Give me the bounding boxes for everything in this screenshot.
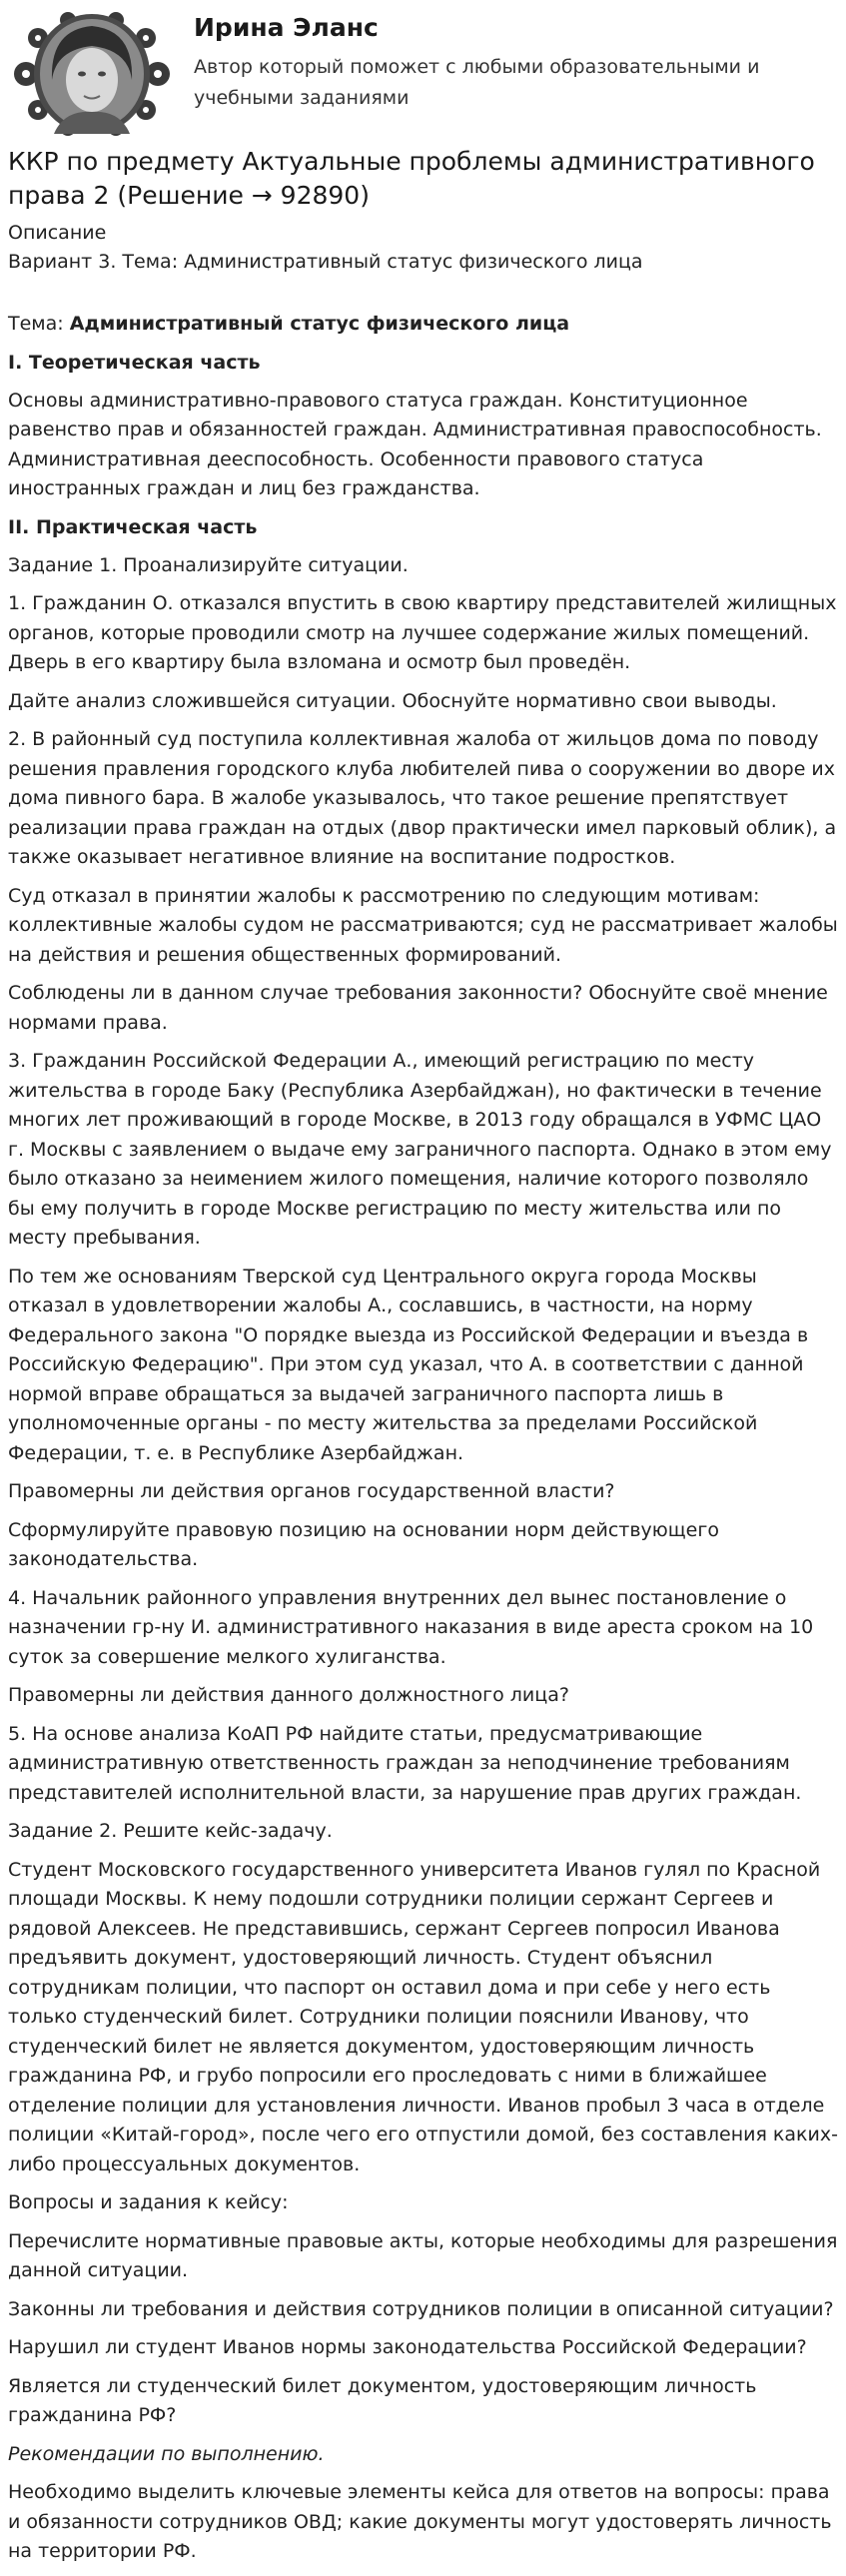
topic-line (8, 310, 838, 340)
work-content (8, 310, 838, 2567)
author-card (8, 0, 838, 140)
topic-prefix: Тема: (8, 313, 70, 335)
section-theory-text: Основы административно-правового статуса граждан. Конституционное равенство прав и обязанностей граждан. Административная правоспособность. Административная дееспособность. Особенности правового статуса иностранных граждан и лиц без гражданства. (8, 389, 822, 499)
paragraph: Нарушил ли студент Иванов нормы законодательства Российской Федерации? (8, 2336, 807, 2358)
section-practice-heading: II. Практическая часть (8, 515, 258, 538)
paragraph: Соблюдены ли в данном случае требования законности? Обоснуйте своё мнение нормами права. (8, 982, 828, 1034)
recommendations-label (8, 2440, 838, 2470)
paragraph: Правомерны ли действия органов государственной власти? (8, 1480, 615, 1502)
task1-title: Задание 1. Проанализируйте ситуации. (8, 553, 409, 576)
paragraph: По тем же основаниям Тверской суд Центрального округа города Москвы отказал в удовлетворении жалобы А., сославшись, в частности, на норму Федерального закона "О порядке выезда из Российской Федерации и въезда в Российскую Федерацию". При этом суд указал, что А. в соответствии с данной нормой вправе обращаться за выдачей заграничного паспорта лишь в уполномоченные органы - по месту жительства за пределами Российской Федерации, т. е. в Республике Азербайджан. (8, 1265, 809, 1464)
author-avatar[interactable] (8, 10, 178, 140)
description-label: Описание (8, 222, 107, 244)
variant-line: Вариант 3. Тема: Административный статус физического лица (8, 251, 643, 273)
paragraph: Вопросы и задания к кейсу: (8, 2191, 289, 2213)
avatar-image (8, 10, 176, 138)
paragraph: 1. Гражданин О. отказался впустить в свою квартиру представителей жилищных органов, которые проводили смотр на лучшее содержание жилых помещений. Дверь в его квартиру была взломана и осмотр был проведён. (8, 592, 837, 673)
task2-title: Задание 2. Решите кейс-задачу. (8, 1820, 333, 1842)
paragraph: Дайте анализ сложившейся ситуации. Обоснуйте нормативно свои выводы. (8, 689, 777, 712)
paragraph: 5. На основе анализа КоАП РФ найдите статьи, предусматривающие административную ответственность граждан за неподчинение требованиям представителей исполнительной власти, за нарушение прав других граждан. (8, 1722, 802, 1804)
paragraph: 2. В районный суд поступила коллективная жалоба от жильцов дома по поводу решения правления городского клуба любителей пива о сооружении во дворе их дома пивного бара. В жалобе указывалось, что такое решение препятствует реализации права граждан на отдых (двор практически имел парковый облик), а также оказывает негативное влияние на воспитание подростков. (8, 728, 837, 868)
paragraph: Является ли студенческий билет документом, удостоверяющим личность гражданина РФ? (8, 2374, 757, 2426)
paragraph: Необходимо выделить ключевые элементы кейса для ответов на вопросы: права и обязанности сотрудников ОВД; какие документы могут удостоверять личность на территории РФ. (8, 2481, 832, 2562)
paragraph: 4. Начальник районного управления внутренних дел вынес постановление о назначении гр-ну И. административного наказания в виде ареста сроком на 10 суток за совершение мелкого хулиганства. (8, 1586, 814, 1668)
section-theory-heading: I. Теоретическая часть (8, 351, 261, 374)
author-name[interactable]: Ирина Эланс (194, 13, 379, 42)
paragraph: Студент Московского государственного университета Иванов гулял по Красной площади Москвы. К нему подошли сотрудники полиции сержант Сергеев и рядовой Алексеев. Не представившись, сержант Сергеев попросил Иванова предъявить документ, удостоверяющий личность. Студент объяснил сотрудникам полиции, что паспорт он оставил дома и при себе у него есть только студенческий билет. Сотрудники полиции пояснили Иванову, что студенческий билет не является документом, удостоверяющим личность гражданина РФ, и грубо попросили его проследовать с ними в ближайшее отделение полиции для установления личности. Иванов пробыл 3 часа в отделе полиции «Китай-город», после чего его отпустили домой, без составления каких-либо процессуальных документов. (8, 1858, 838, 2175)
topic-text: Административный статус физического лица (69, 313, 570, 335)
author-description: Автор который поможет с любыми образовательными и учебными заданиями (194, 56, 760, 109)
work-title: ККР по предмету Актуальные проблемы административного права 2 (Решение → 92890) (8, 147, 815, 210)
paragraph: Правомерны ли действия данного должностного лица? (8, 1684, 569, 1706)
author-info (178, 10, 817, 114)
paragraph: Законны ли требования и действия сотрудников полиции в описанной ситуации? (8, 2297, 834, 2320)
paragraph: Суд отказал в принятии жалобы к рассмотрению по следующим мотивам: коллективные жалобы судом не рассматриваются; суд не рассматривает жалобы на действия и решения общественных формирований. (8, 884, 838, 966)
paragraph: Сформулируйте правовую позицию на основании норм действующего законодательства. (8, 1518, 719, 1570)
paragraph: 3. Гражданин Российской Федерации А., имеющий регистрацию по месту жительства в городе Баку (Республика Азербайджан), но фактически в течение многих лет проживающий в городе Москве, в 2013 году обращался в УФМС ЦАО г. Москвы с заявлением о выдаче ему заграничного паспорта. Однако в этом ему было отказано за неимением жилого помещения, наличие которого позволяло бы ему получить в городе Москве регистрацию по месту жительства или по месту пребывания. (8, 1050, 832, 1249)
paragraph: Перечислите нормативные правовые акты, которые необходимы для разрешения данной ситуации. (8, 2229, 838, 2281)
recommendations-text: Рекомендации по выполнению. (8, 2442, 325, 2465)
